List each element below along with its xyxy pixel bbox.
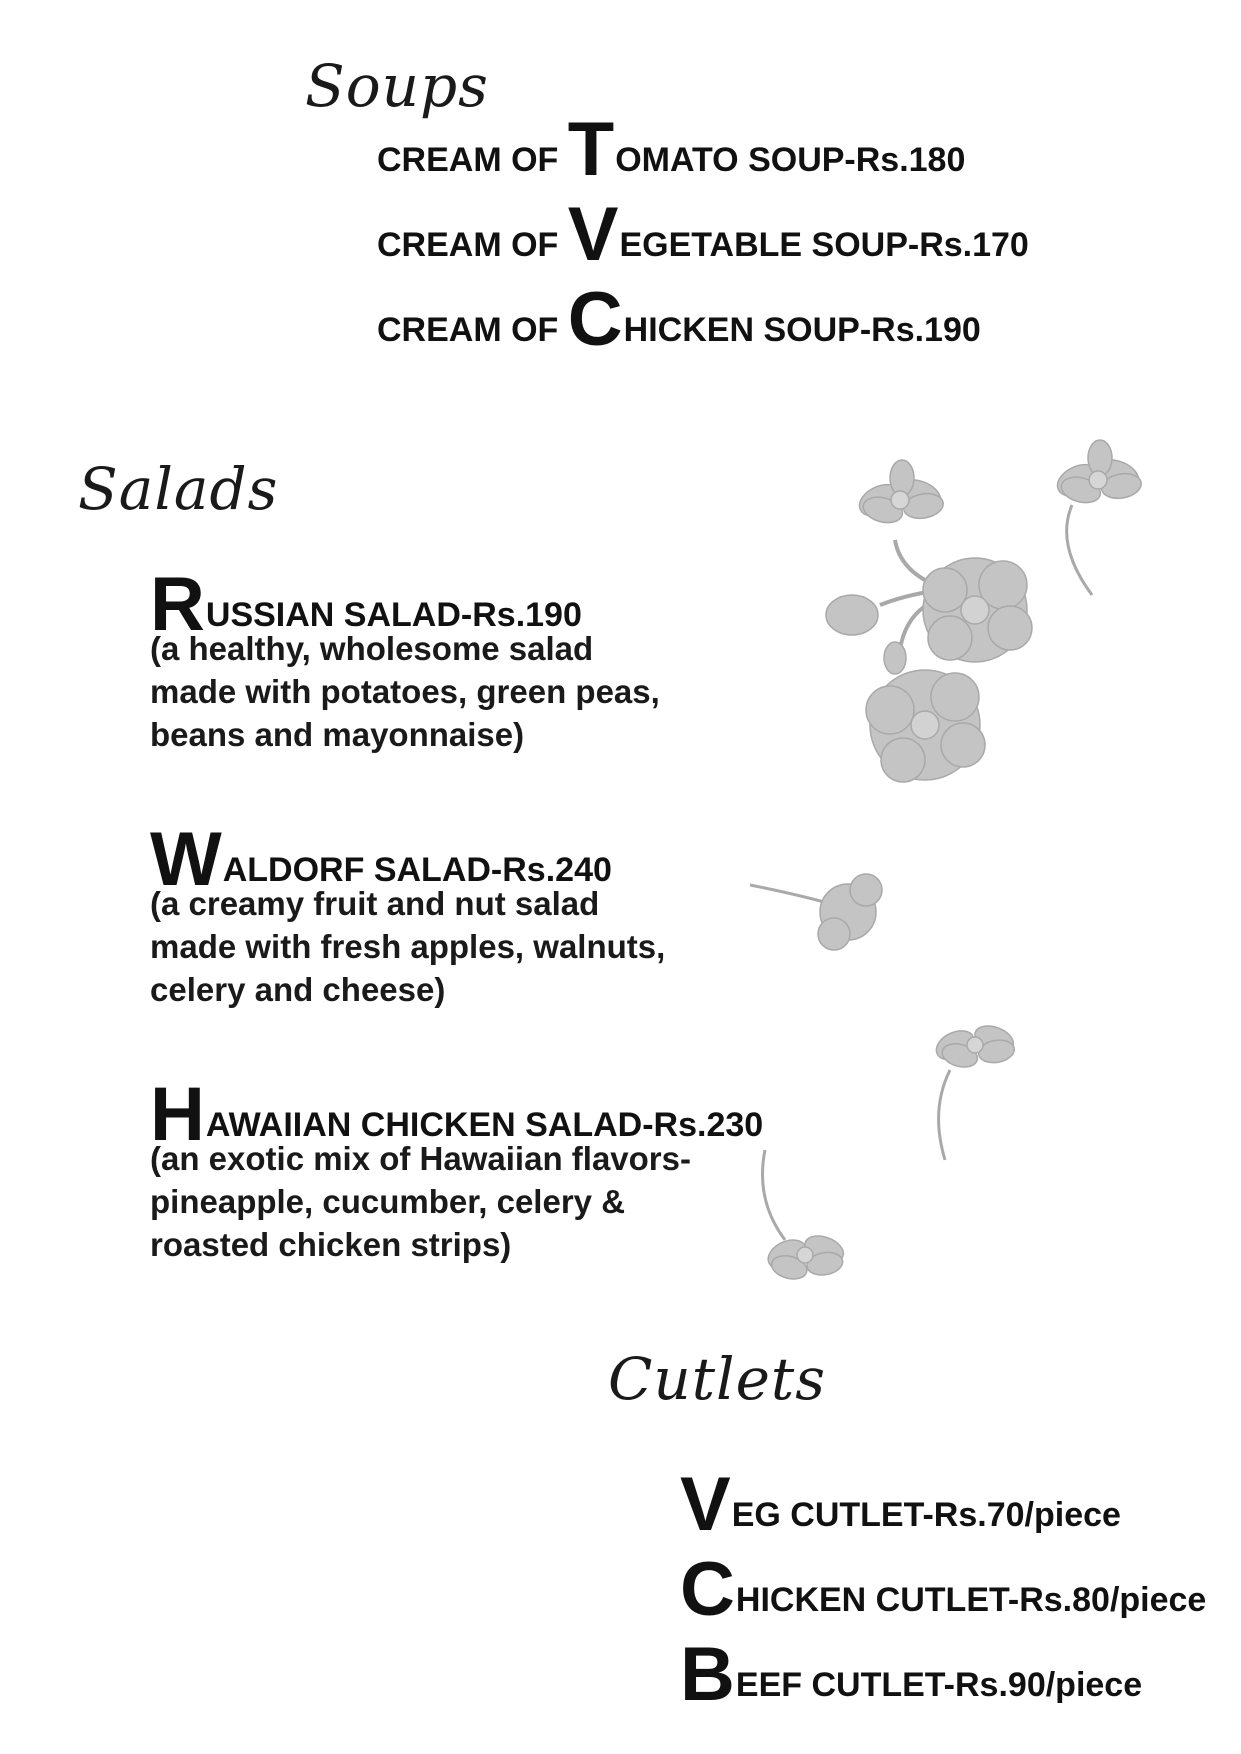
- soup-item-prefix: CREAM OF: [377, 141, 568, 179]
- soup-item-prefix: CREAM OF: [377, 226, 568, 264]
- soup-item: [377, 107, 966, 192]
- salad-item-rest: AWAIIAN CHICKEN SALAD-Rs.230: [205, 1106, 764, 1144]
- salad-item-rest: USSIAN SALAD-Rs.190: [205, 596, 582, 634]
- cutlet-item-rest: EEF CUTLET-Rs.90/piece: [735, 1666, 1143, 1704]
- soups-heading: Soups: [305, 52, 489, 120]
- description-line: celery and cheese): [150, 971, 446, 1008]
- description-line: roasted chicken strips): [150, 1226, 512, 1263]
- soup-item: [377, 192, 1029, 277]
- salads-heading: Salads: [78, 455, 279, 523]
- cutlet-item-initial: B: [680, 1632, 735, 1717]
- soup-item-initial: V: [567, 192, 619, 277]
- cutlet-item-rest: HICKEN CUTLET-Rs.80/piece: [735, 1581, 1207, 1619]
- salad-item-initial: W: [150, 817, 222, 902]
- cutlet-item-initial: V: [680, 1462, 731, 1547]
- soup-item-prefix: CREAM OF: [377, 311, 568, 349]
- description-line: (a creamy fruit and nut salad: [150, 885, 600, 922]
- description-line: made with potatoes, green peas,: [150, 673, 660, 710]
- salad-item-initial: H: [150, 1072, 205, 1157]
- salad-item-description: [150, 1137, 691, 1266]
- soup-item-rest: HICKEN SOUP-Rs.190: [623, 311, 981, 349]
- salad-item-initial: R: [150, 562, 205, 647]
- cutlet-item: [680, 1632, 1143, 1717]
- salad-item-title: [150, 1072, 764, 1157]
- description-line: (an exotic mix of Hawaiian flavors-: [150, 1140, 691, 1177]
- cutlets-heading: Cutlets: [608, 1345, 826, 1413]
- description-line: (a healthy, wholesome salad: [150, 630, 594, 667]
- salad-item-title: [150, 562, 582, 647]
- salad-item-description: [150, 627, 660, 756]
- salad-item-title: [150, 817, 612, 902]
- cutlet-item-rest: EG CUTLET-Rs.70/piece: [731, 1496, 1121, 1534]
- soup-item-rest: OMATO SOUP-Rs.180: [615, 141, 966, 179]
- soup-item-rest: EGETABLE SOUP-Rs.170: [619, 226, 1029, 264]
- salad-item-description: [150, 882, 665, 1011]
- cutlet-item: [680, 1547, 1207, 1632]
- soup-item: [377, 277, 981, 362]
- salad-item-rest: ALDORF SALAD-Rs.240: [222, 851, 612, 889]
- soup-item-initial: T: [567, 107, 615, 192]
- cutlet-item-initial: C: [680, 1547, 735, 1632]
- description-line: made with fresh apples, walnuts,: [150, 928, 666, 965]
- cutlet-item: [680, 1462, 1121, 1547]
- soup-item-initial: C: [567, 277, 623, 362]
- description-line: pineapple, cucumber, celery &: [150, 1183, 626, 1220]
- description-line: beans and mayonnaise): [150, 716, 525, 753]
